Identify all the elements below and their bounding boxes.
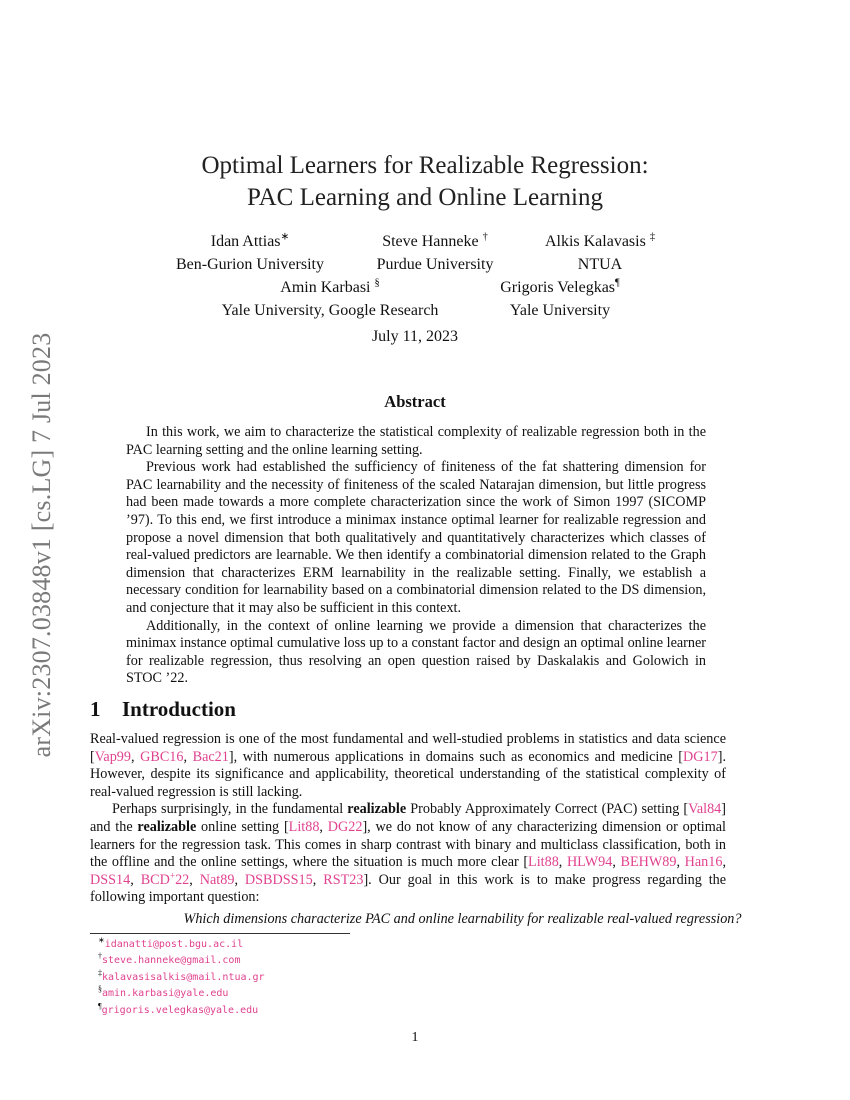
email-link[interactable]: grigoris.velegkas@yale.edu bbox=[101, 1004, 259, 1016]
citation-link[interactable]: Bac21 bbox=[192, 748, 229, 765]
paper-title bbox=[0, 150, 850, 214]
citation-list: Lit88, HLW94, BEHW89, Han16, DSS14, BCD+22, Nat89, DSBDSS15, RST23 bbox=[90, 854, 726, 888]
author-affiliation: Yale University, Google Research bbox=[221, 302, 439, 319]
citation-link[interactable]: DSS14 bbox=[90, 871, 131, 888]
abstract-paragraph: Additionally, in the context of online learning we provide a dimension that characterizes the minimax instance optimal cumulative loss up to a constant factor and design an optimal online learner for realizable regression, thus resolving an open question raised by Daskalakis and Golowich in STOC ’22. bbox=[126, 617, 706, 687]
email-link[interactable]: kalavasisalkis@mail.ntua.gr bbox=[102, 971, 265, 983]
author-kalavasis: Alkis Kalavasis ‡ NTUA bbox=[535, 230, 665, 276]
paper-date: July 11, 2023 bbox=[371, 328, 459, 345]
email-link[interactable]: idanatti@post.bgu.ac.il bbox=[104, 939, 244, 950]
citation-link[interactable]: BCD+22 bbox=[140, 870, 190, 888]
citation-link[interactable]: Han16 bbox=[684, 854, 723, 871]
abstract-paragraph: In this work, we aim to characterize the statistical complexity of realizable regression both in the PAC learning setting and the online learning setting. bbox=[126, 424, 706, 458]
citation-link[interactable]: DG17 bbox=[683, 748, 718, 765]
citation-link[interactable]: GBC16 bbox=[140, 748, 184, 765]
footnote: ∗idanatti@post.bgu.ac.il bbox=[98, 935, 244, 950]
author-velegkas: Grigoris Velegkas¶ Yale University bbox=[485, 276, 635, 322]
author-hanneke: Steve Hanneke † Purdue University bbox=[350, 230, 520, 276]
citation-link[interactable]: Lit88 bbox=[528, 854, 559, 871]
abstract-body bbox=[126, 424, 706, 688]
research-question: Which dimensions characterize PAC and online learnability for realizable real-valued regression? bbox=[183, 911, 742, 927]
intro-paragraph-1: Real-valued regression is one of the most fundamental and well-studied problems in statistics and data science [Vap99, GBC16, Bac21], with numerous applications in domains such as economics and medicine [DG17]. However, despite its significance and applicability, theoretical understanding of the statistical complexity of real-valued regression is still lacking. bbox=[90, 731, 726, 800]
author-affiliation: Ben-Gurion University bbox=[176, 256, 324, 273]
citation-link[interactable]: Vap99 bbox=[94, 748, 131, 765]
citation-link[interactable]: Nat89 bbox=[199, 871, 235, 888]
author-attias: Idan Attias∗ Ben-Gurion University bbox=[160, 230, 340, 276]
citation-link[interactable]: DG22 bbox=[327, 818, 363, 835]
citation-link[interactable]: RST23 bbox=[323, 871, 364, 888]
section-number: 1 bbox=[90, 697, 101, 721]
intro-body bbox=[90, 731, 726, 907]
citation-link[interactable]: BEHW89 bbox=[620, 854, 677, 871]
arxiv-id: arXiv:2307.03848v1 [cs.LG] 7 Jul 2023 bbox=[27, 332, 56, 758]
email-link[interactable]: amin.karbasi@yale.edu bbox=[102, 988, 229, 1000]
title-line-2: PAC Learning and Online Learning bbox=[247, 184, 603, 211]
footnote-rule bbox=[90, 933, 350, 934]
section-heading bbox=[90, 697, 236, 722]
footnote: ¶grigoris.velegkas@yale.edu bbox=[98, 1001, 259, 1016]
citation-link[interactable]: HLW94 bbox=[566, 854, 613, 871]
citation-link[interactable]: Lit88 bbox=[288, 818, 320, 835]
email-link[interactable]: steve.hanneke@gmail.com bbox=[102, 955, 241, 967]
title-line-1: Optimal Learners for Realizable Regression: bbox=[201, 152, 649, 179]
footnotes bbox=[98, 937, 265, 1019]
intro-paragraph-2: Perhaps surprisingly, in the fundamental realizable Probably Approximately Correct (PAC) setting [Val84] and the realizable online setting [Lit88, DG22], we do not know of any characterizing dimension or optimal learners for the regression task. This comes in sharp contrast with binary and multiclass classification, both in the offline and the online settings, where the situation is much more clear [Lit88, HLW94, BEHW89, Han16, DSS14, BCD+22, Nat89, DSBDSS15, RST23]. Our goal in this work is to make progress regarding the following important question: bbox=[90, 801, 727, 906]
author-affiliation: NTUA bbox=[577, 256, 623, 273]
page-number: 1 bbox=[411, 1030, 419, 1045]
arxiv-sidebar-stamp bbox=[22, 310, 62, 780]
author-karbasi: Amin Karbasi § Yale University, Google Research bbox=[200, 276, 460, 322]
author-affiliation: Purdue University bbox=[376, 256, 494, 273]
footnote: ‡kalavasisalkis@mail.ntua.gr bbox=[98, 968, 265, 983]
author-affiliation: Yale University bbox=[509, 302, 611, 319]
citation-link[interactable]: Val84 bbox=[688, 801, 722, 818]
abstract-heading: Abstract bbox=[384, 392, 446, 411]
footnote: §amin.karbasi@yale.edu bbox=[98, 984, 229, 1000]
citation-link[interactable]: DSBDSS15 bbox=[244, 871, 313, 888]
footnote: †steve.hanneke@gmail.com bbox=[98, 952, 241, 967]
abstract-paragraph: Previous work had established the sufficiency of finiteness of the fat shattering dimension for PAC learnability and the necessity of finiteness of the scaled Natarajan dimension, but little progress had been made towards a more complete characterization since the work of Simon 1997 (SICOMP ’97). To this end, we first introduce a minimax instance optimal learner for realizable regression and propose a novel dimension that both qualitatively and quantitatively characterizes which classes of real-valued predictors are learnable. We then identify a combinatorial dimension related to the Graph dimension that characterizes ERM learnability in the realizable setting. Finally, we establish a necessary condition for learnability based on a combinatorial dimension related to the DS dimension, and conjecture that it may also be sufficient in this context. bbox=[126, 459, 706, 616]
section-title: Introduction bbox=[122, 697, 236, 721]
